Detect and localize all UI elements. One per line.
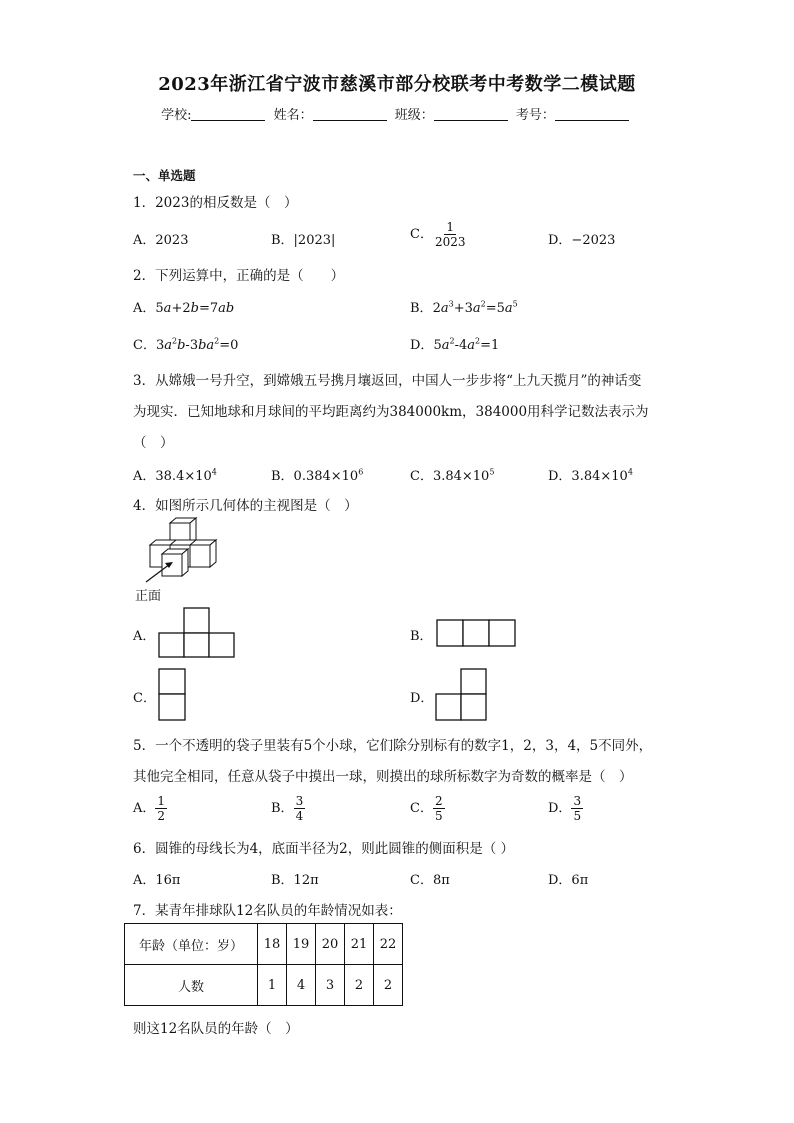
- q5-option-c: C． $\frac{2}{5}$: [410, 794, 443, 823]
- q5-stem-line2: 其他完全相同，任意从袋子中摸出一球，则摸出的球所标数字为奇数的概率是（ ）: [133, 769, 633, 785]
- q3-stem-line3: （ ）: [133, 435, 174, 451]
- q3-option-d: D．$3.84\times 10^4$: [548, 467, 633, 484]
- q3-option-a: A．$38.4\times 10^4$: [133, 467, 217, 484]
- page-title: 2023年浙江省宁波市慈溪市部分校联考中考数学二模试题: [158, 74, 636, 95]
- count-cell: 4: [287, 965, 316, 1006]
- q2-option-a: A．5a+2b=7ab: [133, 301, 235, 316]
- q2-option-d: D．$5a^2-4a^2=1$: [410, 336, 500, 353]
- school-label: 学校:: [161, 108, 192, 123]
- q3-stem-line1: 3．从嫦娥一号升空，到嫦娥五号携月壤返回，中国人一步步将“上九天揽月”的神话变: [133, 373, 642, 389]
- right-cube-side-face: [210, 540, 216, 567]
- class-blank[interactable]: [434, 108, 508, 121]
- q1-option-a: A．2023: [133, 233, 189, 248]
- q1-stem: 1．2023的相反数是（ ）: [133, 195, 298, 211]
- q1-c-fraction: $\frac{1}{2023}$: [434, 220, 466, 249]
- count-header-label: 人数: [125, 965, 258, 1006]
- q7-stem: 7．某青年排球队12名队员的年龄情况如表：: [133, 903, 402, 919]
- q5-stem-line1: 5．一个不透明的袋子里装有5个小球，它们除分别标有的数字1，2，3，4，5不同外，: [133, 738, 653, 754]
- q4-option-d-figure: [435, 668, 487, 721]
- q6-option-c: C．8π: [410, 873, 450, 888]
- q3-option-b: B．$0.384\times 10^6$: [271, 467, 364, 484]
- q1-option-c: [410, 220, 468, 249]
- q4-option-a-figure: [158, 607, 235, 658]
- q5-option-a: A． $\frac{1}{2}$: [133, 794, 166, 823]
- age-header-label: 年龄（单位：岁）: [125, 924, 258, 965]
- right-cube-front-face: [190, 545, 210, 567]
- number-label: 考号：: [515, 108, 555, 123]
- q6-option-b: B．12π: [271, 873, 319, 888]
- q5-option-b: B． $\frac{3}{4}$: [271, 794, 304, 823]
- q4-option-b-figure: [436, 619, 516, 647]
- name-blank[interactable]: [313, 108, 387, 121]
- q4-option-b-label: B．: [410, 629, 433, 644]
- q1-option-d: D．−2023: [548, 233, 616, 248]
- section-heading: 一、单选题: [133, 168, 196, 183]
- count-cell: 3: [316, 965, 345, 1006]
- q4-option-c-figure: [158, 668, 186, 721]
- q2-stem: 2．下列运算中，正确的是（ ）: [133, 268, 345, 284]
- student-info: [0, 104, 794, 123]
- geometric-solid-figure: [140, 518, 230, 583]
- name-label: 姓名：: [273, 108, 313, 123]
- age-cell: 22: [374, 924, 403, 965]
- q2-option-b: B．$2a^3+3a^2=5a^5$: [410, 299, 518, 316]
- q6-stem: 6．圆锥的母线长为4，底面半径为2，则此圆锥的侧面积是（ ）: [133, 841, 515, 857]
- q4-option-a-label: A．: [133, 629, 156, 644]
- number-blank[interactable]: [555, 108, 629, 121]
- q4-option-c-label: C．: [133, 691, 156, 706]
- q2-option-c: C．$3a^2b-3ba^2=0$: [133, 336, 239, 353]
- age-cell: 19: [287, 924, 316, 965]
- q1-option-b: B．|2023|: [271, 233, 336, 248]
- q5-option-d: D． $\frac{3}{5}$: [548, 794, 582, 823]
- front-view-label: 正面: [135, 589, 162, 604]
- age-cell: 21: [345, 924, 374, 965]
- q7-follow-up: 则这12名队员的年龄（ ）: [133, 1021, 299, 1037]
- age-cell: 18: [258, 924, 287, 965]
- q4-stem: 4．如图所示几何体的主视图是（ ）: [133, 498, 358, 514]
- age-table: [124, 923, 403, 1006]
- age-cell: 20: [316, 924, 345, 965]
- back-row-top-face: [150, 540, 216, 545]
- class-label: 班级：: [394, 108, 434, 123]
- count-cell: 1: [258, 965, 287, 1006]
- q3-option-c: C．$3.84\times 10^5$: [410, 467, 495, 484]
- q4-option-d-label: D．: [410, 691, 434, 706]
- school-blank[interactable]: [191, 108, 265, 121]
- count-cell: 2: [374, 965, 403, 1006]
- q1-c-label: C．: [410, 227, 433, 242]
- table-row: [125, 924, 403, 965]
- q3-stem-line2: 为现实．已知地球和月球间的平均距离约为384000km，384000用科学记数法表示为: [133, 404, 649, 420]
- count-cell: 2: [345, 965, 374, 1006]
- q6-option-d: D．6π: [548, 873, 589, 888]
- q6-option-a: A．16π: [133, 873, 181, 888]
- front-cube-side-face: [182, 549, 188, 576]
- table-row: [125, 965, 403, 1006]
- front-cube-front-face: [162, 554, 182, 576]
